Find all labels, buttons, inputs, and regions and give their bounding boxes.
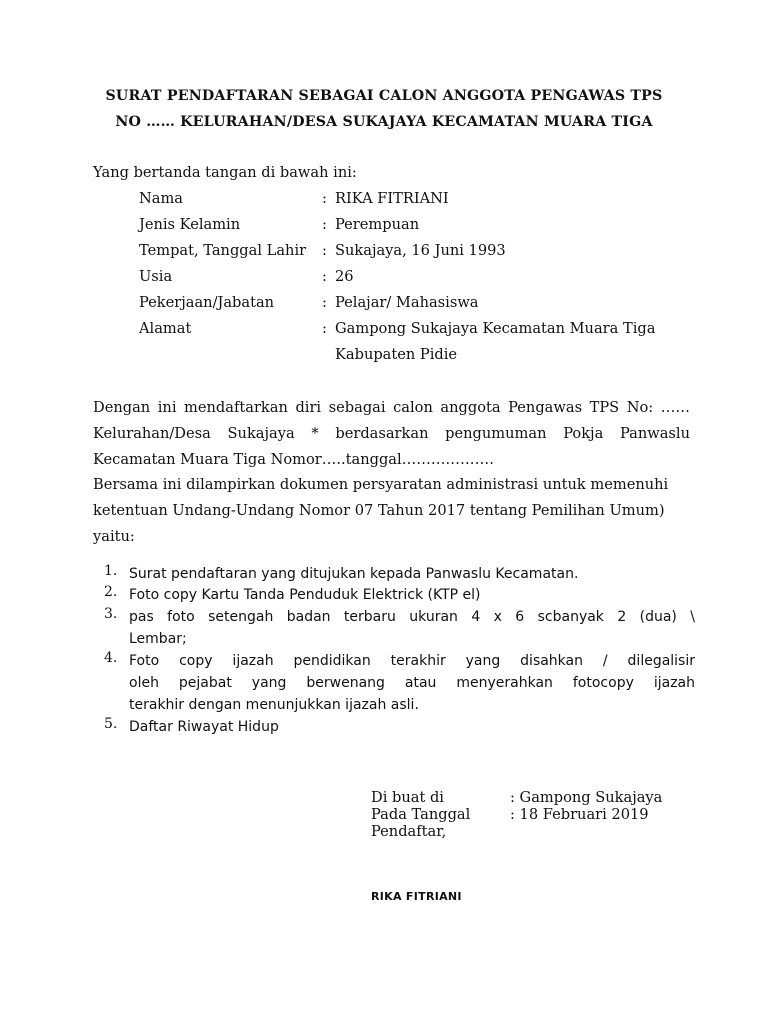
identity-label: Tempat, Tanggal Lahir	[139, 242, 307, 259]
identity-value: RIKA FITRIANI	[335, 190, 449, 207]
place-value: : Gampong Sukajaya	[510, 789, 663, 806]
list-item-text: oleh pejabat yang berwenang atau menyerahkan fotocopy ijazah	[129, 675, 695, 691]
paragraph-line: Dengan ini mendaftarkan diri sebagai calon anggota Pengawas TPS No: ……	[93, 399, 690, 416]
list-item-text: terakhir dengan menunjukkan ijazah asli.	[129, 697, 419, 713]
identity-label: Nama	[139, 190, 184, 207]
identity-label: Jenis Kelamin	[139, 216, 241, 233]
identity-value: Sukajaya, 16 Juni 1993	[335, 242, 506, 259]
signer-name: RIKA FITRIANI	[371, 890, 462, 903]
identity-label: Usia	[139, 268, 173, 285]
date-value: : 18 Februari 2019	[510, 806, 649, 823]
list-number: 4.	[104, 650, 118, 666]
identity-separator: :	[322, 190, 327, 207]
list-item-text: Surat pendaftaran yang ditujukan kepada Panwaslu Kecamatan.	[129, 566, 579, 582]
list-number: 3.	[104, 606, 118, 622]
list-item-text: pas foto setengah badan terbaru ukuran 4 x 6 scbanyak 2 (dua) \	[129, 609, 695, 625]
date-label: Pada Tanggal	[371, 806, 471, 823]
identity-label: Pekerjaan/Jabatan	[139, 294, 275, 311]
document-subtitle: NO …… KELURAHAN/DESA SUKAJAYA KECAMATAN MUARA TIGA	[115, 114, 653, 130]
place-label: Di buat di	[371, 789, 444, 806]
paragraph-line: Bersama ini dilampirkan dokumen persyaratan administrasi untuk memenuhi	[93, 476, 669, 494]
identity-separator: :	[322, 320, 327, 337]
identity-value: Gampong Sukajaya Kecamatan Muara Tiga	[335, 320, 656, 337]
list-item-text: Foto copy Kartu Tanda Penduduk Elektrick (KTP el)	[129, 587, 481, 603]
identity-value: 26	[335, 268, 354, 285]
identity-value: Pelajar/ Mahasiswa	[335, 294, 479, 311]
list-number: 5.	[104, 716, 118, 732]
identity-label: Alamat	[139, 320, 192, 337]
identity-separator: :	[322, 268, 327, 285]
paragraph-line: yaitu:	[93, 527, 135, 545]
list-item-text: Daftar Riwayat Hidup	[129, 719, 279, 735]
paragraph-line: Kelurahan/Desa Sukajaya * berdasarkan pengumuman Pokja Panwaslu	[93, 424, 690, 442]
list-number: 2.	[104, 584, 118, 600]
registration-paragraph	[93, 395, 690, 550]
paragraph-line: ketentuan Undang-Undang Nomor 07 Tahun 2017 tentang Pemilihan Umum)	[93, 502, 665, 520]
identity-separator: :	[322, 294, 327, 311]
list-item-text: Lembar;	[129, 631, 187, 647]
list-number: 1.	[104, 563, 118, 579]
list-item-text: Foto copy ijazah pendidikan terakhir yang disahkan / dilegalisir	[129, 653, 695, 669]
document-title: SURAT PENDAFTARAN SEBAGAI CALON ANGGOTA PENGAWAS TPS	[105, 88, 663, 104]
identity-separator: :	[322, 242, 327, 259]
signer-role: Pendaftar,	[371, 823, 447, 840]
intro-text: Yang bertanda tangan di bawah ini:	[93, 164, 357, 181]
address-continuation: Kabupaten Pidie	[335, 346, 458, 363]
identity-value: Perempuan	[335, 216, 420, 233]
paragraph-line: Kecamatan Muara Tiga Nomor…..tanggal……………….	[93, 450, 494, 468]
identity-separator: :	[322, 216, 327, 233]
